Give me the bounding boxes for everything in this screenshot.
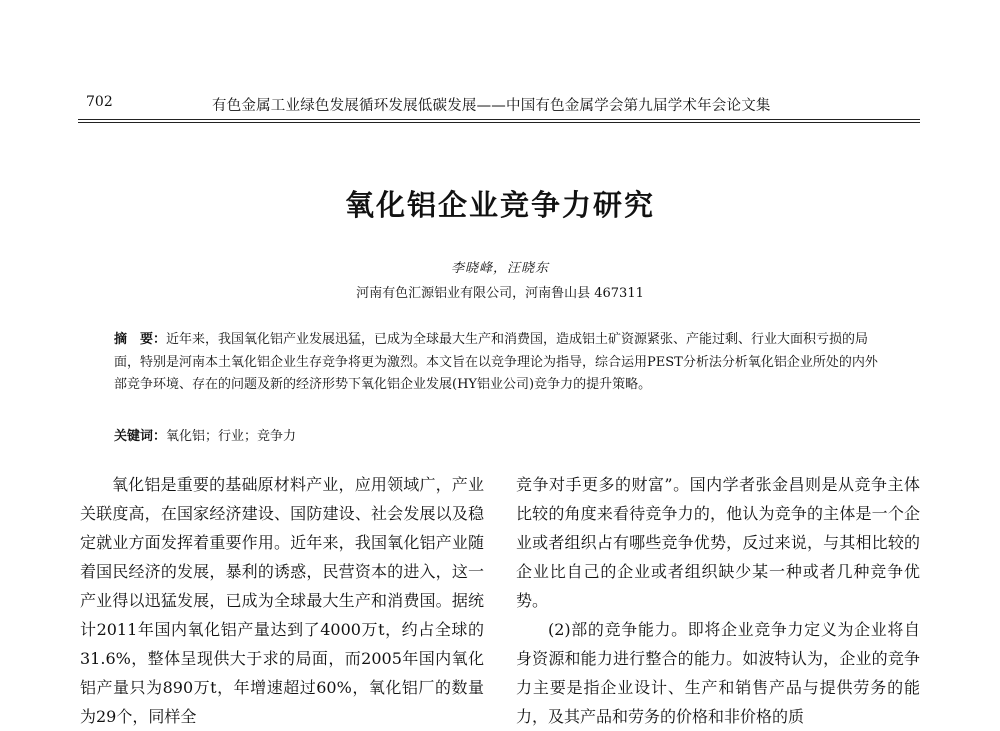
abstract <box>114 329 890 397</box>
body-paragraph: 氧化铝是重要的基础原材料产业，应用领域广，产业关联度高，在国家经济建设、国防建设、社会发展以及稳定就业方面发挥着重要作用。近年来，我国氧化铝产业随着国民经济的发展，暴利的诱惑，民营资本的进入，这一产业得以迅猛发展，已成为全球最大生产和消费国。据统计2011年国内氧化铝产量达到了4000万t，约占全球的31.6%，整体呈现供大于求的局面，而2005年国内氧化铝产量只为890万t，年增速超过60%，氧化铝厂的数量为29个，同样全 <box>80 475 484 726</box>
authors: 李晓峰，汪晓东 <box>450 261 549 276</box>
body-paragraph: 竞争对手更多的财富”。国内学者张金昌则是从竞争主体比较的角度来看待竞争力的，他认为竞争的主体是一个企业或者组织占有哪些竞争优势，反过来说，与其相比较的企业比自己的企业或者组织缺少某一种或者几种竞争优势。 <box>516 475 920 610</box>
running-title: 有色金属工业绿色发展循环发展低碳发展——中国有色金属学会第九届学术年会论文集 <box>212 98 771 114</box>
keywords <box>114 425 890 444</box>
abstract-text: 近年来，我国氧化铝产业发展迅猛，已成为全球最大生产和消费国，造成铝土矿资源紧张、产能过剩、行业大面积亏损的局面，特别是河南本土氧化铝企业生存竞争将更为激烈。本文旨在以竞争理论为指导，综合运用PEST分析法分析氧化铝企业所处的内外部竞争环境、存在的问题及新的经济形势下氧化铝企业发展(HY铝业公司)竞争力的提升策略。 <box>114 332 878 392</box>
page-number: 702 <box>86 94 113 110</box>
paper-title: 氧化铝企业竞争力研究 <box>344 188 655 222</box>
body-paragraph: (2)部的竞争能力。即将企业竞争力定义为企业将自身资源和能力进行整合的能力。如波特认为，企业的竞争力主要是指企业设计、生产和销售产品与提供劳务的能力，及其产品和劳务的价格和非价格的质 <box>516 620 920 726</box>
affiliation: 河南有色汇源铝业有限公司，河南鲁山县 467311 <box>356 286 644 301</box>
body-column-left <box>80 470 484 731</box>
keywords-label: 关键词： <box>114 429 167 444</box>
page-header <box>78 92 920 116</box>
keywords-text: 氧化铝；行业；竞争力 <box>166 429 297 444</box>
abstract-label: 摘 要： <box>114 332 167 347</box>
body-column-right <box>516 470 920 731</box>
header-rule-bottom <box>78 122 920 123</box>
header-rule-top <box>78 119 920 120</box>
